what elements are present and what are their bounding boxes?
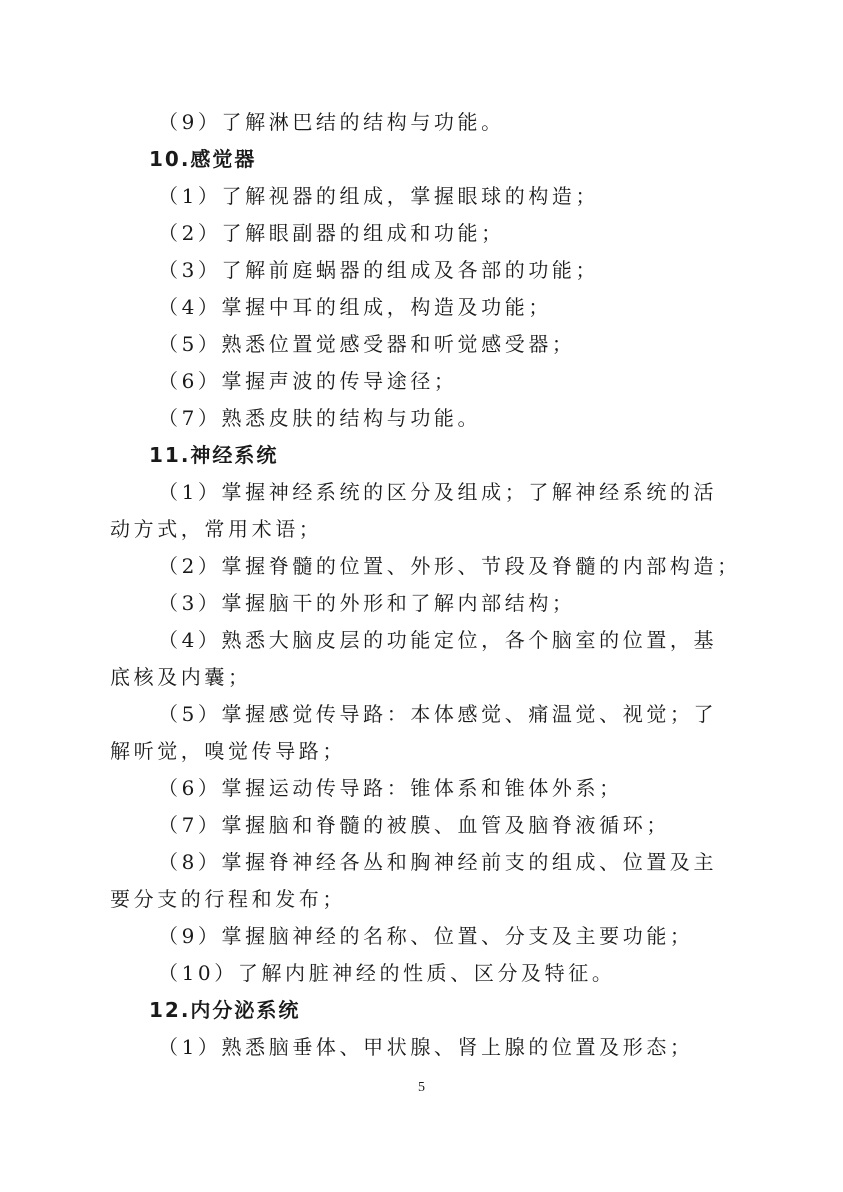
page-number: 5 xyxy=(418,1080,425,1095)
list-item: （2）了解眼副器的组成和功能； xyxy=(158,221,505,245)
list-item: （5）掌握感觉传导路：本体感觉、痛温觉、视觉；了解听觉，嗅觉传导路； xyxy=(110,702,718,763)
list-item: （8）掌握脊神经各丛和胸神经前支的组成、位置及主要分支的行程和发布； xyxy=(110,850,718,911)
list-item: （4）掌握中耳的组成，构造及功能； xyxy=(158,295,552,319)
list-item: （3）掌握脑干的外形和了解内部结构； xyxy=(158,591,576,615)
list-item: （4）熟悉大脑皮层的功能定位，各个脑室的位置，基底核及内囊； xyxy=(110,628,718,689)
list-item: （1）熟悉脑垂体、甲状腺、肾上腺的位置及形态； xyxy=(158,1035,694,1059)
list-item: （9）了解淋巴结的结构与功能。 xyxy=(158,110,505,134)
section-heading-nervous-system: 11.神经系统 xyxy=(149,443,279,467)
list-item: （1）了解视器的组成，掌握眼球的构造； xyxy=(158,184,600,208)
list-item: （9）掌握脑神经的名称、位置、分支及主要功能； xyxy=(158,924,694,948)
list-item: （2）掌握脊髓的位置、外形、节段及脊髓的内部构造； xyxy=(158,554,741,578)
list-item: （7）掌握脑和脊髓的被膜、血管及脑脊液循环； xyxy=(158,813,670,837)
list-item: （3）了解前庭蜗器的组成及各部的功能； xyxy=(158,258,600,282)
document-body xyxy=(110,104,740,1066)
list-item: （7）熟悉皮肤的结构与功能。 xyxy=(158,406,482,430)
list-item: （6）掌握运动传导路：锥体系和锥体外系； xyxy=(158,776,623,800)
section-heading-endocrine-system: 12.内分泌系统 xyxy=(149,998,301,1022)
list-item: （10）了解内脏神经的性质、区分及特征。 xyxy=(158,961,616,985)
list-item: （5）熟悉位置觉感受器和听觉感受器； xyxy=(158,332,576,356)
list-item: （6）掌握声波的传导途径； xyxy=(158,369,458,393)
list-item: （1）掌握神经系统的区分及组成；了解神经系统的活动方式，常用术语； xyxy=(110,480,718,541)
section-heading-sensory-organs: 10.感觉器 xyxy=(149,147,257,171)
